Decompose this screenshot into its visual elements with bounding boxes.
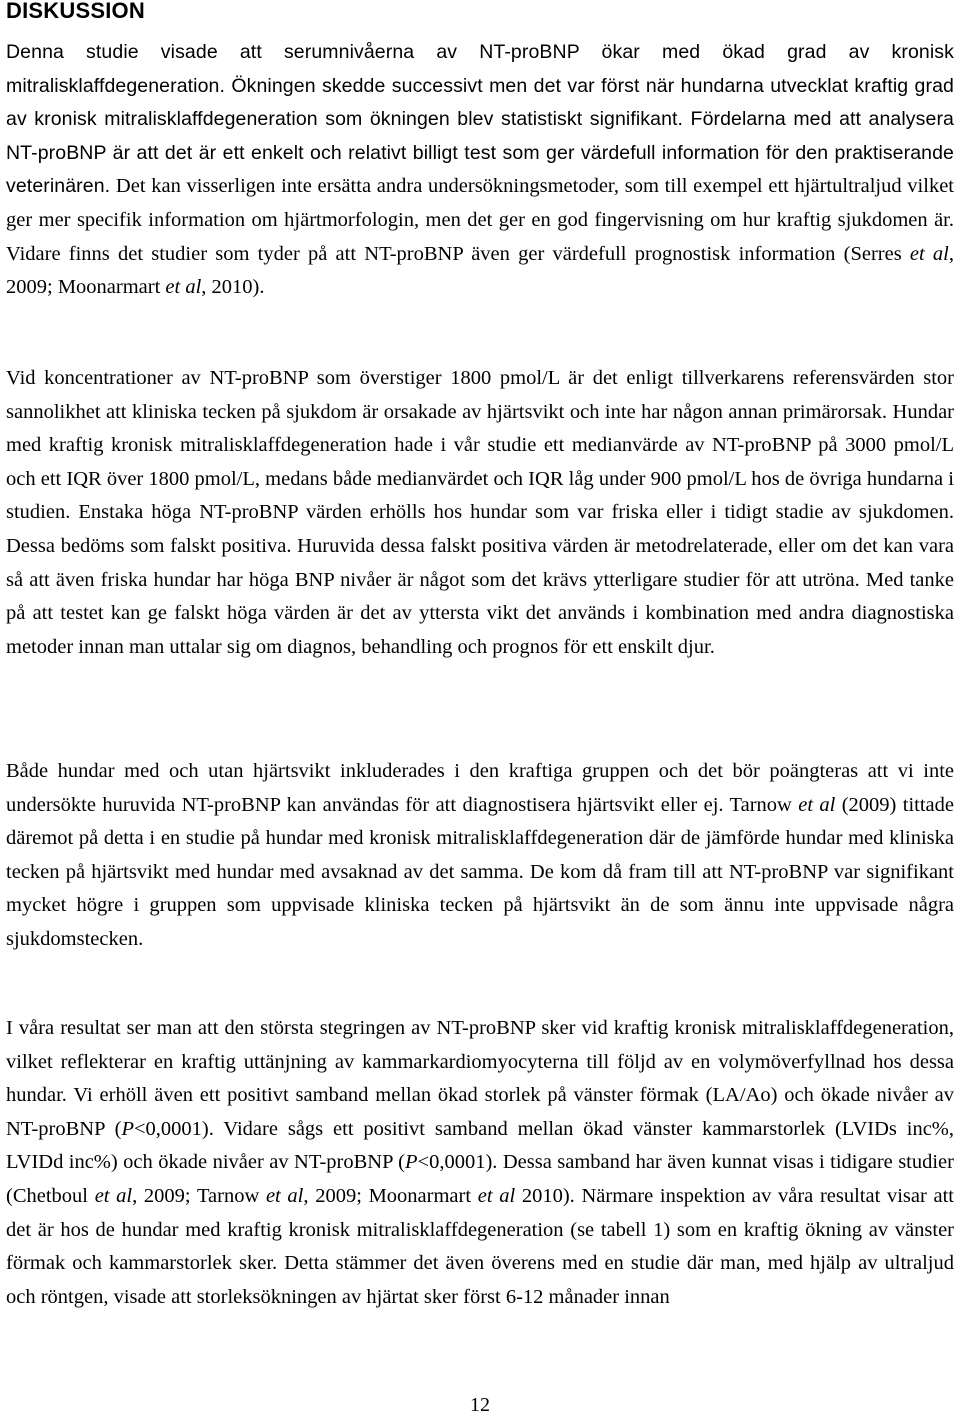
citation-et-al: et al [909, 242, 949, 265]
paragraph-3-text: (2009) tittade däremot på detta i en studie på hundar med kronisk mitralisklaffdegeneration där de jämförde hundar med kliniska tecken på hjärtsvikt med hundar med avsaknad av det samma. De kom då fram till att NT-proBNP var signifikant mycket högre i gruppen som uppvisade kliniska tecken på hjärtsvikt än de som ännu inte uppvisade några sjukdomstecken. [6, 793, 954, 950]
citation-et-al: et al [165, 276, 202, 299]
page-number: 12 [470, 1394, 490, 1416]
p-value-symbol: P [121, 1117, 134, 1140]
p-value-symbol: P [405, 1151, 418, 1174]
paragraph-1-text: , 2009; Moonarmart [6, 242, 954, 299]
paragraph-1-serif-part [6, 175, 954, 298]
section-heading: DISKUSSION [6, 0, 145, 23]
paragraph-3 [6, 755, 954, 957]
paragraph-1-text: Det kan visserligen inte ersätta andra undersökningsmetoder, som till exempel ett hjärtultraljud vilket ger mer specifik information om hjärtmorfologin, men det ger en god fingervisning om hur kraftig sjukdomen är. Vidare finns det studier som tyder på att NT-proBNP även ger värdefull prognostisk information (Serres [6, 175, 954, 265]
paragraph-1-sans-part: Denna studie visade att serumnivåerna av NT-proBNP ökar med ökad grad av kronisk mitralisklaffdegeneration. Ökningen skedde successivt men det var först när hundarna utvecklat kraftig grad av kronisk mitralisklaffdegeneration som ökningen blev statistiskt signifikant. Fördelarna med att analysera NT-proBNP är att det är ett enkelt och relativt billigt test som ger värdefull information för den praktiserande veterinären. [6, 41, 954, 198]
paragraph-4 [6, 1012, 954, 1314]
paragraph-4-text: I våra resultat ser man att den största stegringen av NT-proBNP sker vid kraftig kronisk mitralisklaffdegeneration, vilket reflekterar en kraftig uttänjning av kammarkardiomyocyterna till följd av en volymöverfyllnad hos dessa hundar. Vi erhöll även ett positivt samband mellan ökad storlek på vänster förmak (LA/Ao) och ökade nivåer av NT-proBNP ( [6, 1017, 954, 1140]
paragraph-1-text: , 2010). [201, 276, 265, 299]
citation-et-al: et al [477, 1184, 516, 1207]
paragraph-3-text: Både hundar med och utan hjärtsvikt inkluderades i den kraftiga gruppen och det bör poängteras att vi inte undersökte huruvida NT-proBNP kan användas för att diagnostisera hjärtsvikt eller ej. Tarnow [6, 760, 954, 816]
paragraph-4-text: <0,0001). Dessa samband har även kunnat visas i tidigare studier (Chetboul [6, 1151, 954, 1207]
citation-et-al: et al [798, 793, 836, 816]
paragraph-4-text: 2010). Närmare inspektion av våra resultat visar att det är hos de hundar med kraftig kronisk mitralisklaffdegeneration (se tabell 1) som en kraftig ökning av vänster förmak och kammarstorlek sker. Detta stämmer det även överens med en studie där man, med hjälp av ultraljud och röntgen, visade att storleksökningen av hjärtat sker först 6-12 månader innan [6, 1184, 955, 1308]
citation-et-al: et al [94, 1184, 133, 1207]
paragraph-4-text: , 2009; Moonarmart [303, 1184, 478, 1207]
paragraph-1 [6, 36, 954, 305]
paragraph-4-text: <0,0001). Vidare sågs ett positivt samband mellan ökad vänster kammarstorlek (LVIDs inc%, LVIDd inc%) och ökade nivåer av NT-proBNP ( [6, 1117, 955, 1174]
paragraph-4-text: , 2009; Tarnow [132, 1184, 266, 1207]
citation-et-al: et al [265, 1184, 304, 1207]
paragraph-2: Vid koncentrationer av NT-proBNP som överstiger 1800 pmol/L är det enligt tillverkarens referensvärden stor sannolikhet att kliniska tecken på sjukdom är orsakade av hjärtsvikt och inte har någon annan primärorsak. Hundar med kraftig kronisk mitralisklaffdegeneration hade i vår studie ett medianvärde av NT-proBNP på 3000 pmol/L och ett IQR över 1800 pmol/L, medans både medianvärdet och IQR låg under 900 pmol/L hos de övriga hundarna i studien. Enstaka höga NT-proBNP värden erhölls hos hundar som var friska eller i tidigt stadie av sjukdomen. Dessa bedöms som falskt positiva. Huruvida dessa falskt positiva värden är metodrelaterade, eller om det kan vara så att även friska hundar har höga BNP nivåer är något som det krävs ytterligare studier för att utröna. Med tanke på att testet kan ge falskt höga värden är det av yttersta vikt det används i kombination med andra diagnostiska metoder innan man uttalar sig om diagnos, behandling och prognos för ett enskilt djur. [6, 367, 954, 658]
